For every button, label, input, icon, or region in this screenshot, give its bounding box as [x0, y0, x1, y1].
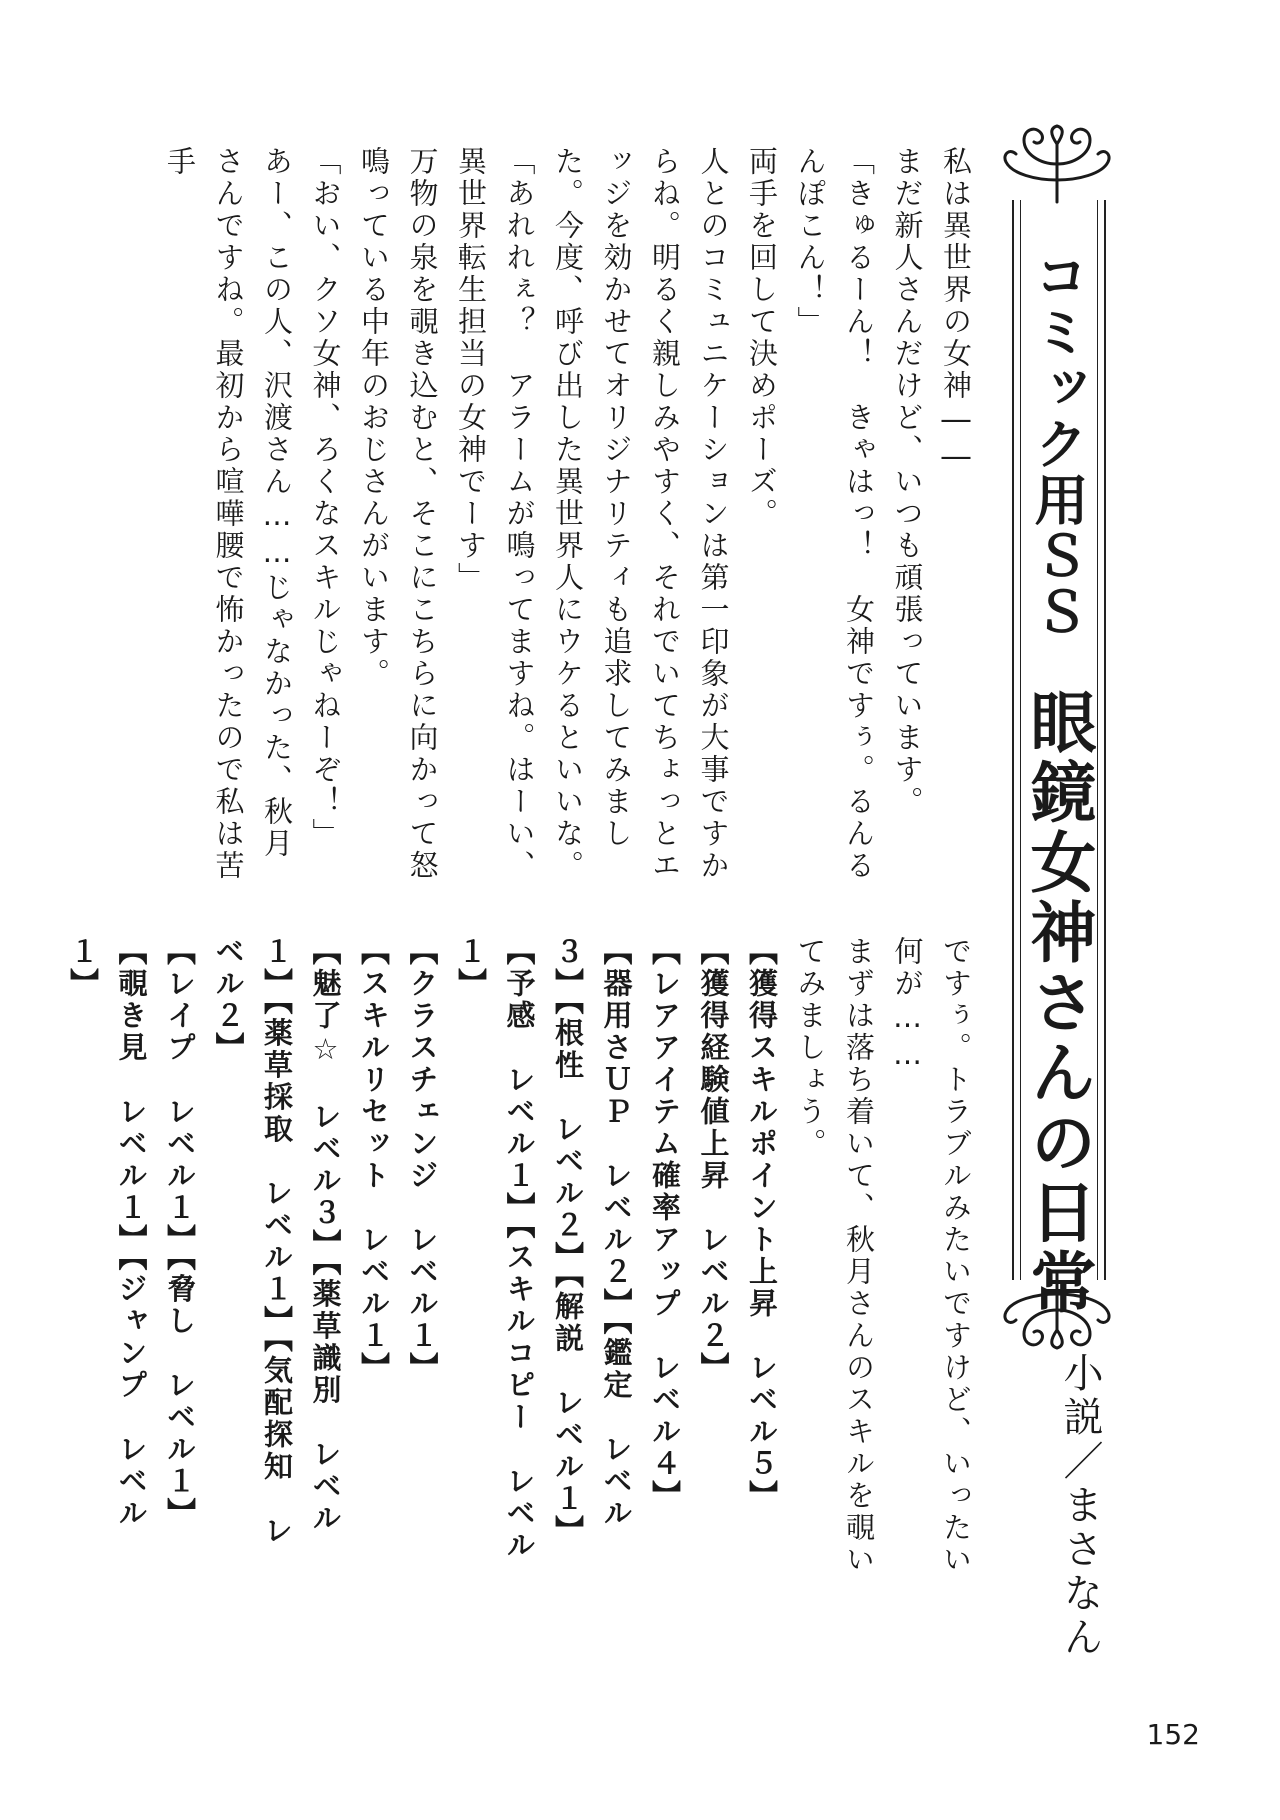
- title-main: 眼鏡女神さんの日常: [1019, 688, 1096, 1318]
- skill-entry: 【レイプ レベル１】【脅し レベル１】【覗き見 レベル１】【ジャンプ レベル１】: [66, 936, 197, 1530]
- skill-entry: 【獲得スキルポイント上昇 レベル５】: [745, 936, 779, 1512]
- paragraph: ですぅ。トラブルみたいですけど、いったい何が……: [890, 936, 973, 1576]
- title-series: コミック用ＳＳ: [1026, 248, 1089, 640]
- paragraph: まだ新人さんだけど、いつも頑張っています。: [890, 146, 925, 818]
- paragraph: 万物の泉を覗き込むと、そこにこちらに向かって怒鳴っている中年のおじさんがいます。: [357, 146, 440, 882]
- skill-entry: 【クラスチェンジ レベル１】: [405, 936, 440, 1384]
- skill-entry: 【スキルリセット レベル１】: [357, 936, 391, 1384]
- page-number: 152: [1146, 1718, 1200, 1751]
- paragraph: 「おい、クソ女神、ろくなスキルじゃねーぞ！」: [308, 146, 343, 850]
- skill-entry: 【レアアイテム確率アップ レベル４】: [648, 936, 682, 1512]
- paragraph: 「あれれぇ？ アラームが鳴ってますね。はーい、異世界転生担当の女神でーす」: [454, 146, 537, 882]
- ornament-flourish-top-icon: [1000, 124, 1114, 204]
- skill-entry: 【獲得経験値上昇 レベル２】: [696, 936, 731, 1384]
- paragraph: 「きゅるーん！ きゃはっ！ 女神ですぅ。るんるんぽこん！」: [793, 146, 876, 882]
- paragraph: あー、この人、沢渡さん……じゃなかった、秋月さんですね。最初から喧嘩腰で怖かったので私は苦手: [163, 146, 294, 882]
- story-title: [1018, 248, 1096, 1318]
- paragraph: 私は異世界の女神――: [939, 146, 973, 476]
- author-credit: 小説／まさなん: [1057, 1352, 1103, 1660]
- ornament-flourish-bottom-icon: [1000, 1270, 1114, 1350]
- skill-entry: 【器用さＵＰ レベル２】【鑑定 レベル３】【根性 レベル２】【解説 レベル１】【予感 レベル１】【スキルコピー レベル１】: [454, 936, 634, 1562]
- paragraph: 両手を回して決めポーズ。: [745, 146, 779, 530]
- skill-list: [59, 936, 787, 1576]
- body-text-upper: [163, 146, 980, 886]
- skill-entry: 【魅了☆ レベル３】【薬草識別 レベル１】【薬草採取 レベル１】【気配探知 レベル２】: [211, 936, 343, 1547]
- body-text-lower: [66, 936, 980, 1576]
- paragraph: まずは落ち着いて、秋月さんのスキルを覗いてみましょう。: [793, 936, 876, 1576]
- paragraph: 人とのコミュニケーションは第一印象が大事ですからね。明るく親しみやすく、それでいてちょっとエッジを効かせてオリジナリティも追求してみました。今度、呼び出した異世界人にウケるといいな。: [551, 146, 731, 882]
